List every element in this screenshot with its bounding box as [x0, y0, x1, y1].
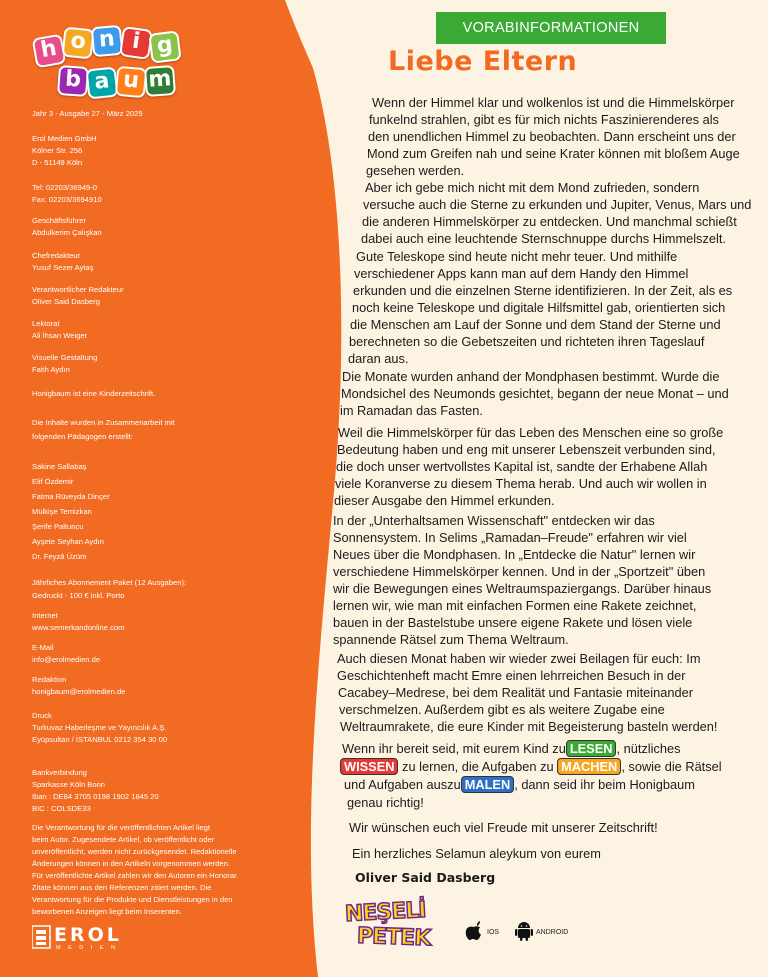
about-text: Honigbaum ist eine Kinderzeitschrift. [32, 389, 156, 398]
publisher-name: Erol Medien GmbH [32, 134, 97, 143]
bank-line-3: BIC : COLSDE33 [32, 804, 91, 813]
text-line: verschiedene Himmelskörper kennen. Und in der „Sportzeit" üben [333, 564, 706, 579]
text-fragment: und Aufgaben auszu [344, 777, 461, 792]
android-icon[interactable] [514, 920, 534, 942]
text-line: Mondsichel des Neumonds gesichtet, begann der neue Monat – und [341, 386, 729, 401]
pedagogue: Fatma Rüveyda Dinçer [32, 492, 110, 501]
text-line: verschmelzen. Außerdem gibt es als weitere Zugabe eine [339, 702, 665, 717]
text-line: verschiedener Apps kann man auf dem Handy den Himmel [354, 266, 689, 281]
chief-label: Chefredakteur [32, 251, 81, 260]
text-line: Cacabey–Medrese, bei dem Realität und Fantasie miteinander [338, 685, 693, 700]
pedagogue: Ayşete Seyhan Aydın [32, 537, 104, 546]
text-line: dabei auch eine leuchtende Sternschnuppe durchs Himmelszelt. [361, 231, 726, 246]
logo-letter: n [91, 25, 124, 58]
logo-letter: m [144, 65, 176, 97]
text-line: wir die Bewegungen eines Weltraumspaziergangs. Darüber hinaus [333, 581, 712, 596]
bank-line-1: Sparkasse Köln Bonn [32, 780, 106, 789]
ceo-label: Geschäftsführer [32, 216, 87, 225]
erol-logo-text: EROL [54, 924, 122, 946]
signature: Oliver Said Dasberg [355, 870, 496, 885]
erol-medien-logo [32, 924, 162, 954]
text-line: daran aus. [348, 351, 409, 366]
text-line: die doch unser wertvollstes Kapital ist, sandte der Erhabene Allah [336, 459, 708, 474]
text-line: viele Koranverse zu diesem Thema herab. Und auch wir wollen in [335, 476, 707, 491]
ios-label[interactable]: IOS [487, 929, 500, 936]
disclaimer-line: beworbenen Anzeigen liegt beim Inserenten. [32, 907, 182, 916]
text-line: Sonnensystem. In Selims „Ramadan–Freude" erfahren wir viel [333, 530, 687, 545]
redaktion-email[interactable]: honigbaum@erolmedien.de [32, 687, 126, 696]
text-line: dieser Ausgabe den Himmel erkunden. [334, 493, 555, 508]
text-line: noch keine Teleskope und digitale Hilfsmittel gab, orientierten sich [352, 300, 726, 315]
coop-line-1: Die Inhalte wurden in Zusammenarbeit mit [32, 418, 175, 427]
text-line [342, 740, 681, 757]
header-banner: VORABINFORMATIONEN [436, 12, 666, 44]
text-line: Wenn der Himmel klar und wolkenlos ist und die Himmelskörper [372, 95, 735, 110]
druck-label: Druck [32, 711, 52, 720]
disclaimer-line: Die Verantwortung für die veröffentlichten Artikel liegt [32, 823, 210, 832]
closing-wish: Wir wünschen euch viel Freude mit unserer Zeitschrift! [349, 820, 658, 835]
text-line: versuche auch die Sterne zu erkunden und Jupiter, Venus, Mars und [363, 197, 752, 212]
text-fragment: zu lernen, die Aufgaben zu [398, 759, 558, 774]
druck-line-2: Eyüpsultan / İSTANBUL 0212 354 30 00 [32, 735, 168, 744]
logo-letter: i [119, 26, 153, 60]
tag-machen: MACHEN [557, 758, 621, 775]
disclaimer-line: Für veröffentlichte Artikel zahlen wir den Autoren ein Honorar. [32, 871, 239, 880]
text-line: Gute Teleskope sind heute nicht mehr teuer. Und mithilfe [356, 249, 678, 264]
disclaimer-line: Verantwortung für die Produkte und Dienstleistungen in den [32, 895, 233, 904]
text-fragment: Wenn ihr bereit seid, mit eurem Kind zu [342, 741, 566, 756]
text-line: Aber ich gebe mich nicht mit dem Mond zufrieden, sondern [365, 180, 700, 195]
text-line: lernen wir, wie man mit einfachen Formen eine Rakete zeichnet, [333, 598, 697, 613]
text-line: Weltraumrakete, die eure Kinder mit Begeisterung basteln werden! [340, 719, 718, 734]
publisher-street: Kölner Str. 256 [32, 146, 83, 155]
coop-line-2: folgenden Pädagogen erstellt: [32, 432, 133, 441]
text-line: Die Monate wurden anhand der Mondphasen bestimmt. Wurde die [342, 369, 720, 384]
druck-line-1: Turkuvaz Haberleşme ve Yayıncılık A.Ş. [32, 723, 167, 732]
ceo-name: Abdulkerim Çalışkan [32, 228, 102, 237]
publisher-tel: Tel: 02203/36949-0 [32, 183, 98, 192]
logo-letter: h [32, 34, 67, 69]
resp-label: Verantwortlicher Redakteur [32, 285, 124, 294]
tag-wissen: WISSEN [340, 758, 398, 775]
text-line: Weil die Himmelskörper für das Leben des Menschen eine so große [338, 425, 724, 440]
pedagogue: Elif Özdemir [32, 477, 74, 486]
logo-letter: u [115, 66, 148, 99]
text-line: die Menschen am Lauf der Sonne und dem Stand der Sterne und [350, 317, 721, 332]
text-line: die anderen Himmelskörper zu entdecken. Und manchmal schießt [362, 214, 737, 229]
logo-letter: a [86, 67, 119, 100]
closing-greeting: Ein herzliches Selamun aleykum von eurem [352, 846, 601, 861]
chief-name: Yusuf Sezer Aytaş [32, 263, 94, 272]
subscription-line-1: Jährliches Abonnement Paket (12 Ausgaben): [32, 578, 187, 587]
text-line [340, 758, 722, 775]
lector-label: Lektorat [32, 319, 60, 328]
apple-icon[interactable] [464, 920, 484, 942]
disclaimer-line: Änderungen können in den Artikeln vorgenommen werden. [32, 859, 230, 868]
tag-lesen: LESEN [566, 740, 617, 757]
disclaimer-line: unveröffentlicht, werden nicht zurückgesendet. Redaktionelle [32, 847, 237, 856]
text-line: berechneten so die Gebetszeiten und richteten ihren Tageslauf [349, 334, 705, 349]
redaktion-label: Redaktion [32, 675, 67, 684]
pedagogue: Şerife Paltuncu [32, 522, 84, 531]
neseli-petek-logo [344, 897, 435, 958]
text-line: bauen in der Bastelstube unsere eigene Rakete und lösen viele [333, 615, 693, 630]
text-line: Geschichtenheft macht Emre einen lehrreichen Besuch in der [337, 668, 686, 683]
pedagogue: Sakine Sallabaş [32, 462, 87, 471]
android-label[interactable]: ANDROID [536, 929, 569, 936]
email-label: E-Mail [32, 643, 54, 652]
pedagogue: Mülkişe Temizkan [32, 507, 92, 516]
text-fragment: , dann seid ihr beim Honigbaum [514, 777, 695, 792]
page-title: Liebe Eltern [388, 46, 578, 77]
text-line: den unendlichen Himmel zu beobachten. Dann erscheint uns der [368, 129, 736, 144]
bank-label: Bankverbindung [32, 768, 87, 777]
text-line: funkelnd strahlen, gibt es für mich nichts Faszinierenderes als [369, 112, 719, 127]
lector-name: Ali İhsan Weiger [32, 331, 88, 340]
text-fragment: , nützliches [616, 741, 681, 756]
text-line: spannende Rätsel zum Thema Weltraum. [333, 632, 569, 647]
tag-malen: MALEN [461, 776, 515, 793]
publisher-city: D - 51149 Köln [32, 158, 83, 167]
visual-label: Visuelle Gestaltung [32, 353, 98, 362]
neseli-text: NEŞELİ [344, 897, 427, 928]
text-line [344, 776, 695, 793]
petek-text: PETEK [356, 923, 431, 952]
publisher-fax: Fax: 02203/3694910 [32, 195, 102, 204]
issue-line: Jahr 3 - Ausgabe 27 - März 2025 [32, 109, 143, 118]
disclaimer-line: beim Autor. Zugesendete Artikel, ob veröffentlicht oder [32, 835, 215, 844]
pedagogue: Dr. Feyzâ Üzüm [32, 552, 87, 561]
text-line: im Ramadan das Fasten. [340, 403, 483, 418]
internet-label: Internet [32, 611, 58, 620]
logo-letter: g [148, 30, 181, 63]
text-line: erkunden und die einzelnen Sterne identifizieren. In der Zeit, als es [353, 283, 733, 298]
erol-logo-sub: M E D I E N [56, 945, 119, 951]
logo-letter: b [57, 65, 89, 97]
disclaimer-line: Zitate können aus den Referenzen zitiert werden. Die [32, 883, 212, 892]
text-line: genau richtig! [347, 795, 424, 810]
internet-link[interactable]: www.semerkandonline.com [32, 623, 125, 632]
visual-name: Fatih Aydın [32, 365, 70, 374]
honigbaum-logo [30, 22, 190, 102]
bank-line-2: Iban : DE84 3705 0198 1902 1845 20 [32, 792, 159, 801]
text-line: Bedeutung haben und eng mit unserer Lebenszeit verbunden sind, [337, 442, 716, 457]
logo-letter: o [62, 27, 95, 60]
email-link[interactable]: info@erolmedien.de [32, 655, 101, 664]
subscription-line-2: Gedruckt - 100 € inkl. Porto [32, 591, 125, 600]
text-line: Mond zum Greifen nah und seine Krater können mit bloßem Auge [367, 146, 740, 161]
text-line: Neues über die Mondphasen. In „Entdecke die Natur" lernen wir [333, 547, 696, 562]
text-line: gesehen werden. [366, 163, 465, 178]
resp-name: Oliver Said Dasberg [32, 297, 100, 306]
text-line: In der „Unterhaltsamen Wissenschaft" entdecken wir das [333, 513, 655, 528]
text-fragment: , sowie die Rätsel [621, 759, 722, 774]
text-line: Auch diesen Monat haben wir wieder zwei Beilagen für euch: Im [337, 651, 701, 666]
